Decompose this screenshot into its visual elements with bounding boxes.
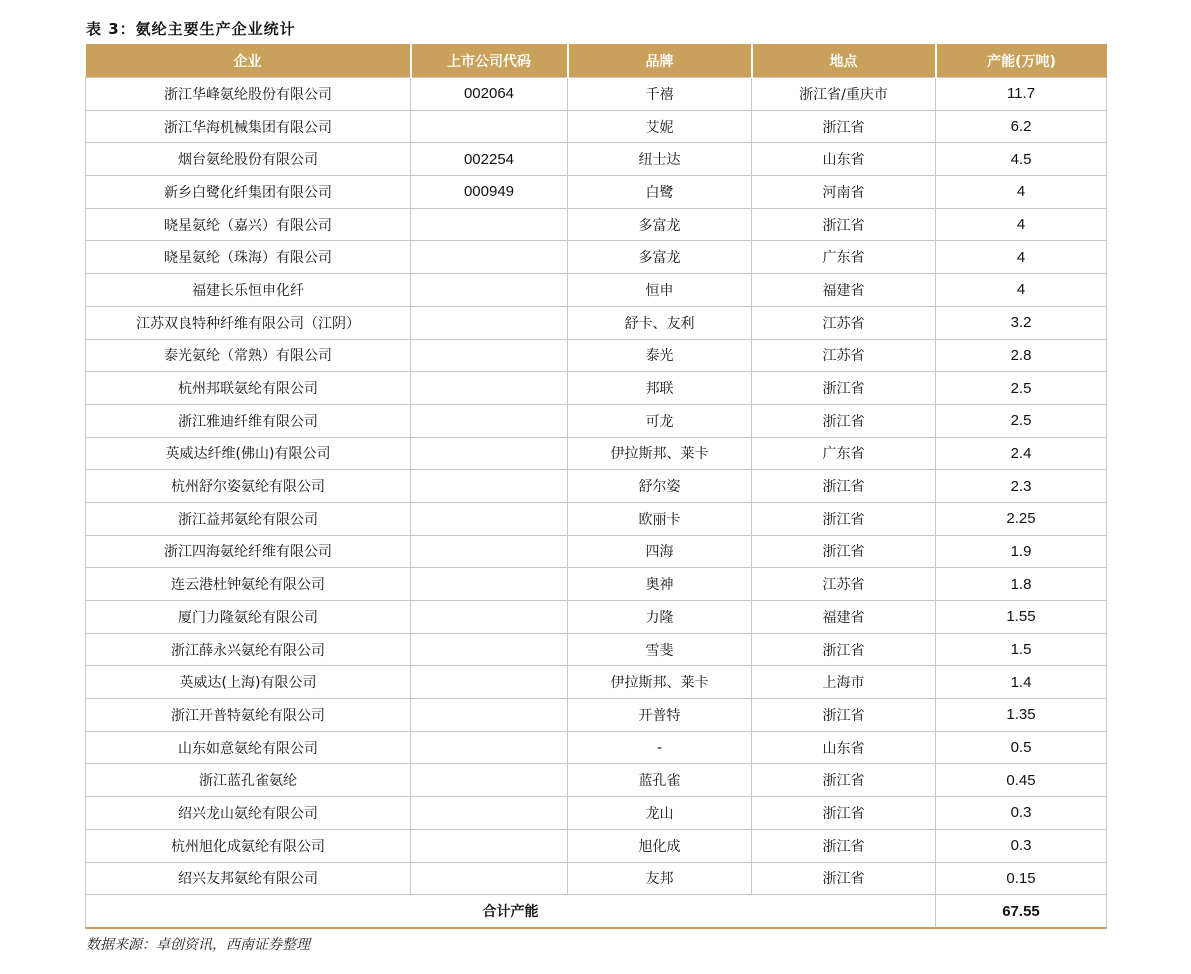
cell-brand: 龙山: [568, 797, 752, 830]
cell-stock-code: [411, 502, 568, 535]
cell-brand: 旭化成: [568, 829, 752, 862]
cell-company: 浙江雅迪纤维有限公司: [86, 404, 411, 437]
cell-company: 福建长乐恒申化纤: [86, 274, 411, 307]
cell-stock-code: [411, 241, 568, 274]
cell-stock-code: [411, 862, 568, 895]
cell-brand: 艾妮: [568, 110, 752, 143]
total-row: [86, 895, 1107, 928]
cell-company: 晓星氨纶（嘉兴）有限公司: [86, 208, 411, 241]
cell-capacity: 2.25: [936, 502, 1107, 535]
table-row: [86, 470, 1107, 503]
cell-stock-code: [411, 829, 568, 862]
cell-capacity: 0.3: [936, 829, 1107, 862]
cell-location: 广东省: [752, 437, 936, 470]
cell-location: 浙江省: [752, 829, 936, 862]
cell-company: 杭州舒尔姿氨纶有限公司: [86, 470, 411, 503]
cell-brand: 多富龙: [568, 208, 752, 241]
cell-company: 浙江华峰氨纶股份有限公司: [86, 78, 411, 111]
cell-brand: 力隆: [568, 601, 752, 634]
table-row: [86, 601, 1107, 634]
column-header-location: 地点: [752, 44, 936, 78]
cell-company: 江苏双良特种纤维有限公司（江阴）: [86, 306, 411, 339]
cell-capacity: 4: [936, 208, 1107, 241]
table-row: [86, 143, 1107, 176]
table-row: [86, 404, 1107, 437]
cell-capacity: 4.5: [936, 143, 1107, 176]
cell-location: 上海市: [752, 666, 936, 699]
cell-capacity: 1.55: [936, 601, 1107, 634]
total-value: 67.55: [936, 895, 1107, 928]
cell-capacity: 6.2: [936, 110, 1107, 143]
cell-capacity: 3.2: [936, 306, 1107, 339]
cell-stock-code: [411, 339, 568, 372]
cell-location: 江苏省: [752, 306, 936, 339]
table-row: [86, 176, 1107, 209]
table-row: [86, 306, 1107, 339]
table-row: [86, 797, 1107, 830]
cell-location: 福建省: [752, 274, 936, 307]
total-label: 合计产能: [86, 895, 936, 928]
table-row: [86, 241, 1107, 274]
producers-table: [85, 44, 1107, 929]
cell-location: 浙江省: [752, 110, 936, 143]
cell-capacity: 0.3: [936, 797, 1107, 830]
cell-company: 泰光氨纶（常熟）有限公司: [86, 339, 411, 372]
cell-location: 浙江省: [752, 633, 936, 666]
cell-company: 英威达(上海)有限公司: [86, 666, 411, 699]
cell-location: 浙江省: [752, 862, 936, 895]
cell-stock-code: 002254: [411, 143, 568, 176]
cell-capacity: 1.5: [936, 633, 1107, 666]
cell-company: 连云港杜钟氨纶有限公司: [86, 568, 411, 601]
cell-stock-code: [411, 437, 568, 470]
cell-stock-code: [411, 372, 568, 405]
cell-stock-code: [411, 404, 568, 437]
table-row: [86, 568, 1107, 601]
cell-capacity: 1.9: [936, 535, 1107, 568]
table-row: [86, 829, 1107, 862]
cell-company: 山东如意氨纶有限公司: [86, 731, 411, 764]
column-header-capacity: 产能(万吨): [936, 44, 1107, 78]
cell-stock-code: [411, 699, 568, 732]
cell-brand: 舒尔姿: [568, 470, 752, 503]
cell-stock-code: [411, 731, 568, 764]
table-row: [86, 862, 1107, 895]
cell-brand: 邦联: [568, 372, 752, 405]
cell-company: 杭州邦联氨纶有限公司: [86, 372, 411, 405]
column-header-brand: 品牌: [568, 44, 752, 78]
cell-location: 浙江省: [752, 470, 936, 503]
cell-company: 绍兴龙山氨纶有限公司: [86, 797, 411, 830]
cell-brand: 四海: [568, 535, 752, 568]
cell-company: 浙江益邦氨纶有限公司: [86, 502, 411, 535]
header-row: [86, 44, 1107, 78]
cell-stock-code: 000949: [411, 176, 568, 209]
table-row: [86, 535, 1107, 568]
cell-capacity: 2.3: [936, 470, 1107, 503]
cell-location: 山东省: [752, 143, 936, 176]
table-row: [86, 372, 1107, 405]
cell-company: 烟台氨纶股份有限公司: [86, 143, 411, 176]
cell-brand: 伊拉斯邦、莱卡: [568, 437, 752, 470]
cell-brand: 纽士达: [568, 143, 752, 176]
cell-location: 福建省: [752, 601, 936, 634]
cell-capacity: 1.8: [936, 568, 1107, 601]
cell-brand: 伊拉斯邦、莱卡: [568, 666, 752, 699]
cell-location: 山东省: [752, 731, 936, 764]
cell-location: 河南省: [752, 176, 936, 209]
cell-location: 江苏省: [752, 568, 936, 601]
table-row: [86, 731, 1107, 764]
cell-stock-code: [411, 208, 568, 241]
cell-location: 广东省: [752, 241, 936, 274]
cell-capacity: 1.35: [936, 699, 1107, 732]
cell-company: 浙江开普特氨纶有限公司: [86, 699, 411, 732]
cell-brand: 泰光: [568, 339, 752, 372]
source-note: 数据来源：卓创资讯，西南证券整理: [86, 937, 310, 953]
cell-capacity: 2.4: [936, 437, 1107, 470]
table-row: [86, 437, 1107, 470]
cell-capacity: 1.4: [936, 666, 1107, 699]
cell-stock-code: [411, 535, 568, 568]
cell-capacity: 4: [936, 274, 1107, 307]
column-header-stock-code: 上市公司代码: [411, 44, 568, 78]
table-row: [86, 699, 1107, 732]
cell-location: 浙江省: [752, 372, 936, 405]
table-row: [86, 208, 1107, 241]
cell-brand: 雪斐: [568, 633, 752, 666]
cell-stock-code: [411, 797, 568, 830]
cell-brand: 白鹭: [568, 176, 752, 209]
cell-stock-code: [411, 666, 568, 699]
cell-stock-code: [411, 110, 568, 143]
cell-stock-code: [411, 274, 568, 307]
cell-location: 浙江省: [752, 764, 936, 797]
table-body: [86, 78, 1107, 928]
table-row: [86, 110, 1107, 143]
column-header-company: 企业: [86, 44, 411, 78]
table-row: [86, 666, 1107, 699]
cell-brand: 恒申: [568, 274, 752, 307]
cell-brand: 多富龙: [568, 241, 752, 274]
cell-brand: 奥神: [568, 568, 752, 601]
table-row: [86, 502, 1107, 535]
cell-company: 杭州旭化成氨纶有限公司: [86, 829, 411, 862]
table-row: [86, 78, 1107, 111]
cell-brand: 蓝孔雀: [568, 764, 752, 797]
cell-location: 江苏省: [752, 339, 936, 372]
cell-stock-code: [411, 601, 568, 634]
table-row: [86, 764, 1107, 797]
cell-stock-code: [411, 306, 568, 339]
cell-company: 浙江薛永兴氨纶有限公司: [86, 633, 411, 666]
cell-stock-code: 002064: [411, 78, 568, 111]
cell-capacity: 11.7: [936, 78, 1107, 111]
cell-location: 浙江省: [752, 404, 936, 437]
cell-company: 新乡白鹭化纤集团有限公司: [86, 176, 411, 209]
cell-company: 浙江华海机械集团有限公司: [86, 110, 411, 143]
cell-brand: 舒卡、友利: [568, 306, 752, 339]
cell-stock-code: [411, 764, 568, 797]
cell-location: 浙江省: [752, 535, 936, 568]
table-row: [86, 633, 1107, 666]
cell-capacity: 0.15: [936, 862, 1107, 895]
cell-location: 浙江省: [752, 699, 936, 732]
cell-location: 浙江省: [752, 502, 936, 535]
cell-capacity: 2.8: [936, 339, 1107, 372]
cell-brand: -: [568, 731, 752, 764]
cell-brand: 可龙: [568, 404, 752, 437]
cell-company: 绍兴友邦氨纶有限公司: [86, 862, 411, 895]
cell-company: 厦门力隆氨纶有限公司: [86, 601, 411, 634]
cell-company: 浙江四海氨纶纤维有限公司: [86, 535, 411, 568]
cell-company: 浙江蓝孔雀氨纶: [86, 764, 411, 797]
cell-capacity: 4: [936, 176, 1107, 209]
cell-capacity: 4: [936, 241, 1107, 274]
cell-brand: 千禧: [568, 78, 752, 111]
table-row: [86, 339, 1107, 372]
cell-capacity: 2.5: [936, 372, 1107, 405]
cell-company: 英威达纤维(佛山)有限公司: [86, 437, 411, 470]
cell-stock-code: [411, 633, 568, 666]
cell-capacity: 2.5: [936, 404, 1107, 437]
cell-location: 浙江省: [752, 208, 936, 241]
cell-company: 晓星氨纶（珠海）有限公司: [86, 241, 411, 274]
cell-stock-code: [411, 568, 568, 601]
table-title: 表 3：氨纶主要生产企业统计: [86, 20, 296, 38]
cell-brand: 开普特: [568, 699, 752, 732]
cell-location: 浙江省: [752, 797, 936, 830]
cell-capacity: 0.5: [936, 731, 1107, 764]
cell-capacity: 0.45: [936, 764, 1107, 797]
table-row: [86, 274, 1107, 307]
cell-location: 浙江省/重庆市: [752, 78, 936, 111]
cell-brand: 友邦: [568, 862, 752, 895]
cell-stock-code: [411, 470, 568, 503]
cell-brand: 欧丽卡: [568, 502, 752, 535]
